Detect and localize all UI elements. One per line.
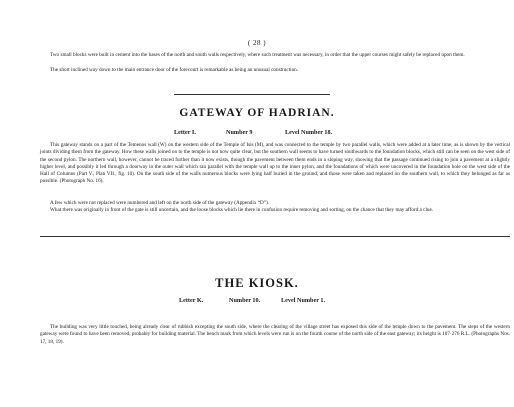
gateway-heading: GATEWAY OF HADRIAN.: [179, 107, 335, 119]
intro-paragraph-1: Two small blocks were built in cement into the bases of the north and south walls respectively, where such treatment was necessary, in order that the upper courses might safely be replaced upon them.: [50, 52, 465, 58]
section-divider-rule: [174, 94, 330, 95]
kiosk-letter: Letter K.: [179, 297, 204, 304]
gateway-level: Level Number 18.: [285, 129, 333, 136]
gateway-number: Number 9: [226, 129, 253, 136]
gateway-paragraph-3: What there was originally in front of the gate is still uncertain, and the loose blocks which lie there in confusion require removing and sorting, on the chance that they may afford a clue.: [50, 207, 434, 213]
kiosk-heading: THE KIOSK.: [215, 276, 299, 290]
section-divider-rule: [40, 236, 510, 237]
gateway-paragraph-2: A few which were not replaced were numbered and left on the north side of the gateway (Appendix “D”).: [50, 200, 270, 206]
gateway-paragraph-1: This gateway stands on a part of the Temenos wall (W) on the western side of the Temple of Isis (M), and was connected to the temple by two parallel walls, which were added at a later time, as is shown by the vertical joints dividing them from the gateway. How these walls joined on to the temple is not now quite clear, but the southern wall seems to have turned southwards to the foundation blocks, which still can be seen on the west side of the second pylon. The northern wall, however, cannot be traced further than it now exists, though the pavement between them ends in a sloping way, showing that the passage continued rising to join a pavement at a slightly higher level, and possibly it led through a doorway in the outer wall which ran parallel with the temple wall up to the inner pylon, and the foundations of which were uncovered in the foundation hole on the west side of the Hall of Columns (Part V., Plan VII., fig. 10). On the south side of the walls numerous blocks were lying half buried in the ground, and those were taken and replaced on the southern wall, to which they belonged as far as possible. (Photograph No. 16).: [40, 142, 510, 185]
kiosk-number: Number 10.: [229, 297, 261, 304]
intro-paragraph-2: The short inclined way down to the main entrance door of the forecourt is remarkable as being an unusual construction.: [50, 67, 299, 73]
gateway-letter: Letter I.: [174, 129, 196, 136]
page-number: ( 28 ): [247, 39, 267, 47]
kiosk-paragraph-1: The building was very little touched, being already clear of rubbish excepting the south side, where the clearing of the village street has exposed this side of the temple down to the pavement. The steps of the western gateway were found to have been removed, probably for building material. The bench mark from which levels were run is on the fourth course of the north side of the east gateway; its height is 107·276 R.L. (Photographs Nos. 17, 18, 19).: [40, 324, 510, 345]
kiosk-level: Level Number 1.: [281, 297, 326, 304]
